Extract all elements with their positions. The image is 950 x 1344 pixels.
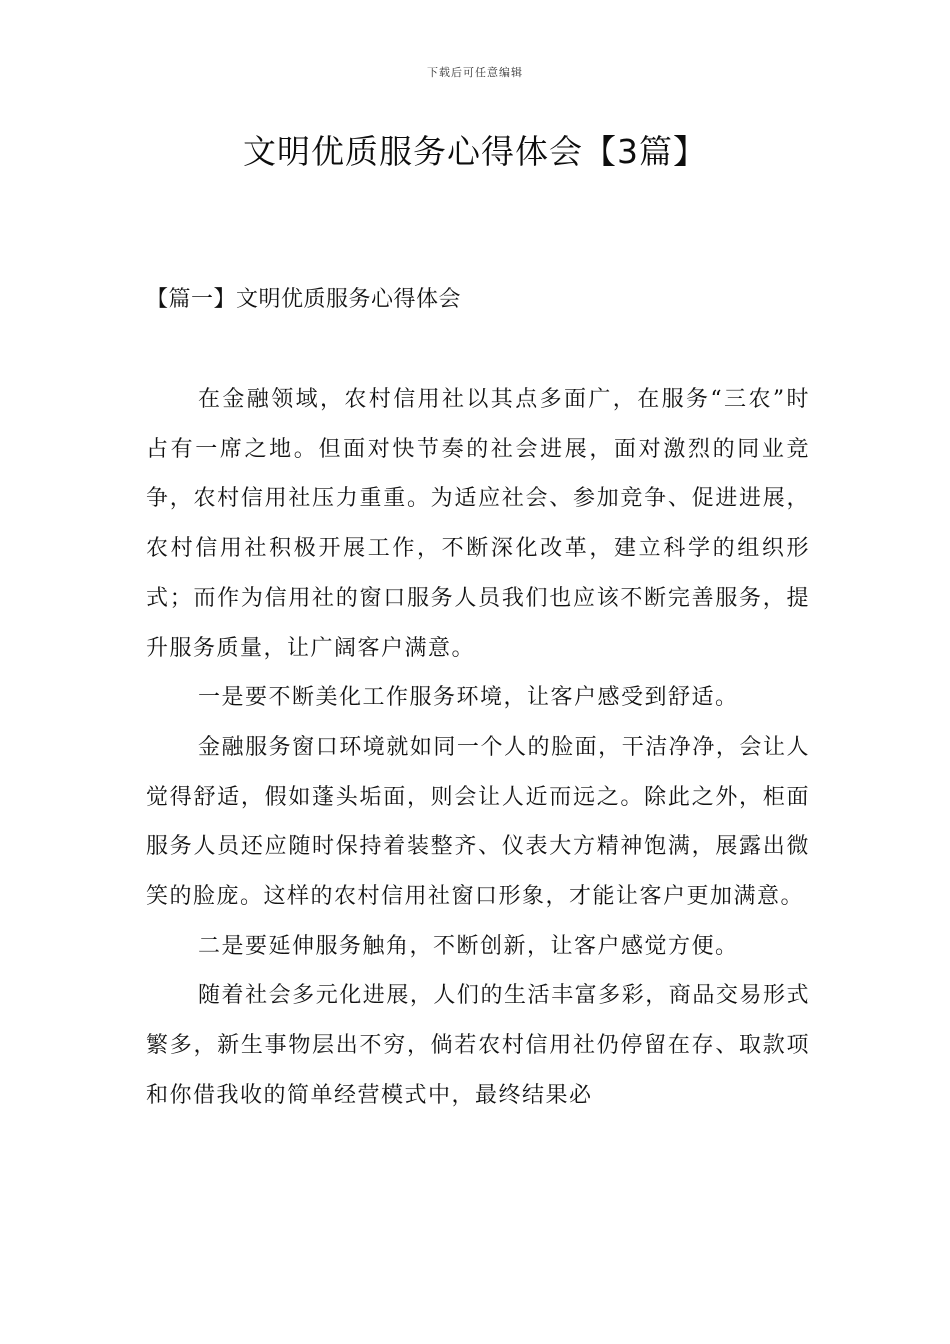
paragraph: 在金融领域，农村信用社以其点多面广，在服务“三农”时占有一席之地。但面对快节奏的社会进展，面对激烈的同业竞争，农村信用社压力重重。为适应社会、参加竞争、促进进展，农村信用社积极开展工作，不断深化改革，建立科学的组织形式；而作为信用社的窗口服务人员我们也应该不断完善服务，提升服务质量，让广阔客户满意。 — [146, 387, 810, 661]
paragraph: 一是要不断美化工作服务环境，让客户感受到舒适。 — [198, 685, 739, 711]
paragraph: 金融服务窗口环境就如同一个人的脸面，干洁净净，会让人觉得舒适，假如蓬头垢面，则会让人近而远之。除此之外，柜面服务人员还应随时保持着装整齐、仪表大方精神饱满，展露出微笑的脸庞。这样的农村信用社窗口形象，才能让客户更加满意。 — [146, 734, 810, 910]
section-heading: 【篇一】文明优质服务心得体会 — [146, 287, 462, 312]
document-title: 文明优质服务心得体会【3篇】 — [243, 132, 707, 171]
paragraph: 随着社会多元化进展，人们的生活丰富多彩，商品交易形式繁多，新生事物层出不穷，倘若农村信用社仍停留在存、取款项和你借我收的简单经营模式中，最终结果必 — [146, 983, 810, 1108]
paragraph: 二是要延伸服务触角，不断创新，让客户感觉方便。 — [198, 933, 739, 959]
header-note: 下载后可任意编辑 — [427, 66, 523, 79]
body-text — [146, 375, 810, 1121]
